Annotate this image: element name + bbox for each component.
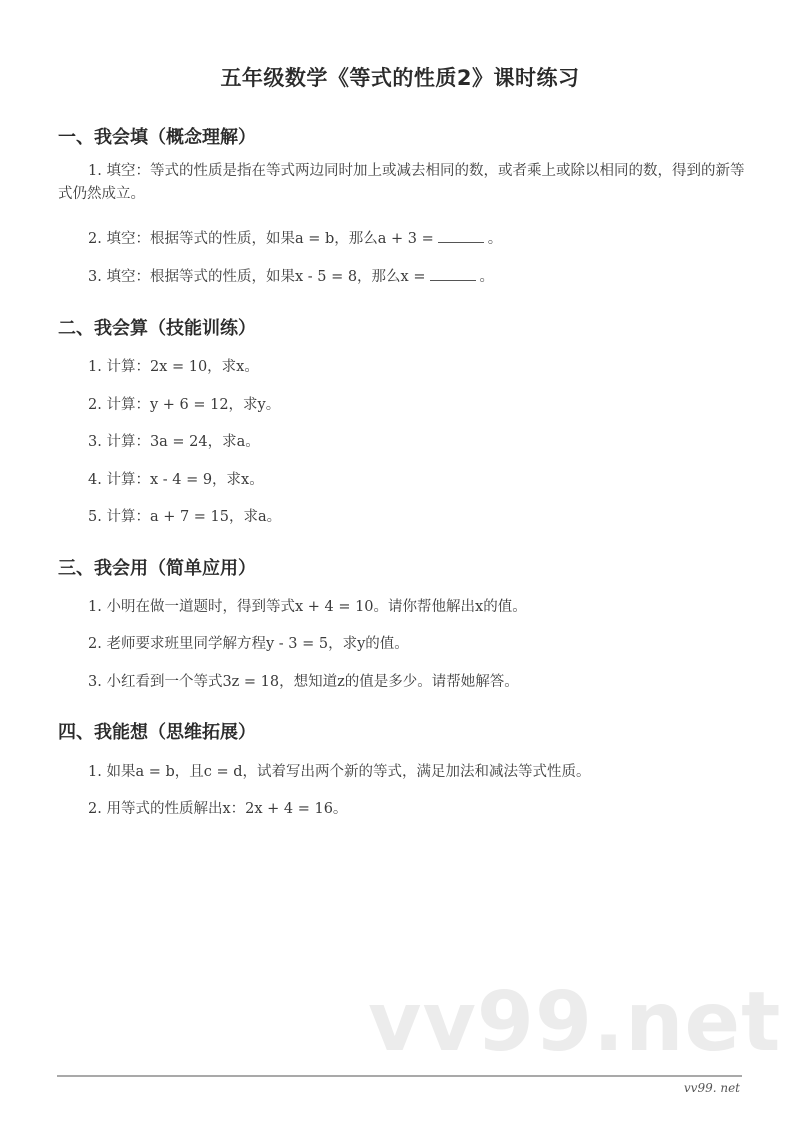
question-2-5: 5. 计算：a + 7 = 15，求a。 [88,509,282,525]
section-heading-apply: 三、我会用（简单应用） [58,558,256,579]
section-heading-calc: 二、我会算（技能训练） [58,318,256,339]
page-title: 五年级数学《等式的性质2》课时练习 [220,66,580,90]
question-3-1: 1. 小明在做一道题时，得到等式x + 4 = 10。请你帮他解出x的值。 [88,599,527,615]
question-suffix: 。 [487,231,503,247]
watermark: vv99.net [368,975,782,1070]
question-text: 3. 填空：根据等式的性质，如果x - 5 = 8，那么x = [88,269,426,285]
footer-site: vv99. net [683,1081,740,1095]
question-4-2: 2. 用等式的性质解出x：2x + 4 = 16。 [88,801,348,817]
answer-blank [438,230,484,243]
question-2-1: 1. 计算：2x = 10，求x。 [88,359,259,375]
section-heading-think: 四、我能想（思维拓展） [58,722,256,743]
question-2-2: 2. 计算：y + 6 = 12，求y。 [88,397,281,413]
question-suffix: 。 [479,269,494,285]
question-1-3 [88,265,494,286]
section-heading-fill: 一、我会填（概念理解） [58,127,256,148]
question-3-3: 3. 小红看到一个等式3z = 18，想知道z的值是多少。请帮她解答。 [88,674,519,690]
question-3-2: 2. 老师要求班里同学解方程y - 3 = 5，求y的值。 [88,636,409,652]
question-2-3: 3. 计算：3a = 24，求a。 [88,434,260,450]
question-1-2 [88,227,502,248]
question-text: 2. 填空：根据等式的性质，如果a = b，那么a + 3 = [88,231,434,247]
question-2-4: 4. 计算：x - 4 = 9，求x。 [88,472,264,488]
footer-divider [57,1075,742,1077]
question-4-1: 1. 如果a = b，且c = d，试着写出两个新的等式，满足加法和减法等式性质。 [88,764,591,780]
answer-blank [430,268,476,281]
question-1-1: 1. 填空：等式的性质是指在等式两边同时加上或减去相同的数，或者乘上或除以相同的数，得到的新等式仍然成立。 [58,163,745,202]
